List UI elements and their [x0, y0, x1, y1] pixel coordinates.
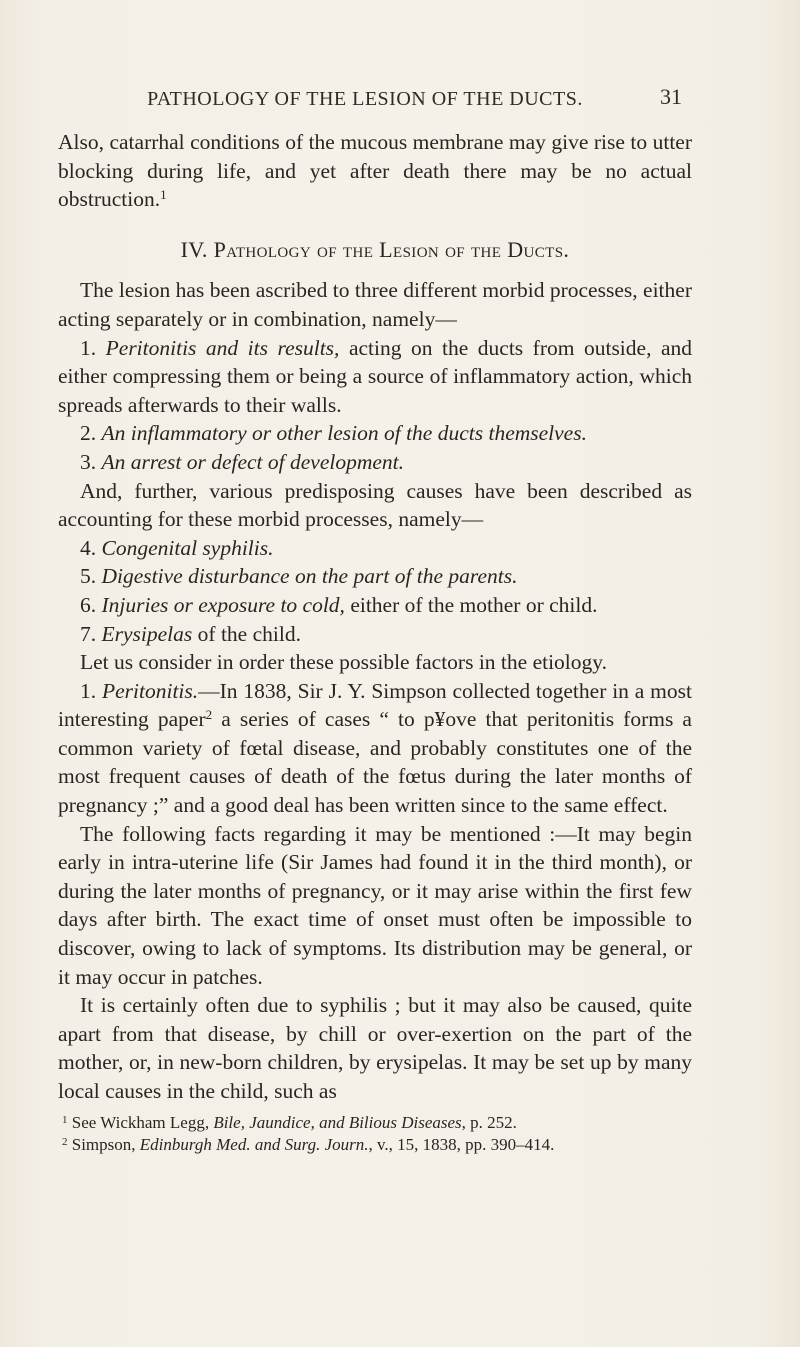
item-title: Peritonitis. — [101, 678, 199, 703]
item-number: 3. — [80, 449, 97, 474]
paragraph-peritonitis — [58, 677, 692, 820]
intro-text: Also, catarrhal conditions of the mucous membrane may give rise to utter blocking during life, and yet after death there may be no actual obstruction. — [58, 130, 692, 212]
item-text: of the child. — [192, 621, 301, 646]
list-item — [58, 620, 692, 649]
paragraph-text: And, further, various predisposing causes have been described as accounting for these morbid processes, namely— — [58, 478, 692, 532]
footnote-text: Simpson, — [67, 1134, 140, 1154]
item-title: Injuries or exposure to cold, — [101, 592, 345, 617]
paragraph-processes-intro — [58, 276, 692, 333]
page-number: 31 — [660, 84, 682, 109]
footnote-text: , p. 252. — [461, 1112, 517, 1132]
list-item — [58, 591, 692, 620]
footnote-title: Bile, Jaundice, and Bilious Diseases — [213, 1112, 462, 1132]
item-number: 2. — [80, 421, 97, 446]
item-title: Peritonitis and its results, — [105, 335, 340, 360]
paragraph-text: a series of cases “ to p¥ove that peritonitis forms a common variety of fœtal disease, and probably constitutes one of the most frequent causes of death of the fœtus during the later months of pregnancy ;” and a good deal has been written since to the same effect. — [58, 707, 692, 818]
paragraph-facts — [58, 820, 692, 992]
item-number: 5. — [80, 564, 97, 589]
paragraph-etiology — [58, 648, 692, 677]
list-item — [58, 334, 692, 420]
body-text — [58, 128, 692, 1156]
footnote-mark: 2 — [62, 1135, 68, 1148]
running-head: PATHOLOGY OF THE LESION OF THE DUCTS. — [147, 88, 583, 110]
paragraph-text: It is certainly often due to syphilis ; but it may also be caused, quite apart from that disease, by chill or over-exertion on the part of the mother, or, in new-born children, by erysipelas. It may be set up by many local causes in the child, such as — [58, 993, 692, 1103]
list-item — [58, 562, 692, 591]
item-number: 1. — [80, 678, 97, 703]
section-title: Pathology of the Lesion of the Ducts. — [213, 236, 570, 262]
item-title: Digestive disturbance on the part of the parents. — [101, 564, 518, 589]
paragraph-text: The following facts regarding it may be mentioned :—It may begin early in intra-uterine life (Sir James had found it in the third month), or during the later months of pregnancy, or it may arise within the first few days after birth. The exact time of onset must often be impossible to discover, owing to lack of symptoms. Its distribution may be general, or it may occur in patches. — [58, 821, 692, 989]
item-title: An arrest or defect of development. — [101, 449, 405, 474]
item-title: An inflammatory or other lesion of the ducts themselves. — [101, 421, 587, 446]
paragraph-causes-detail — [58, 991, 692, 1105]
paragraph-causes-intro — [58, 477, 692, 534]
footnote-text: See Wickham Legg, — [67, 1112, 214, 1132]
paragraph-text: The lesion has been ascribed to three different morbid processes, either acting separately or in combination, namely— — [58, 278, 692, 331]
list-item — [58, 534, 692, 563]
footnote-ref-1: 1 — [160, 187, 167, 203]
footnote-title: Edinburgh Med. and Surg. Journ. — [139, 1134, 369, 1154]
item-text: acting on the ducts from outside, and either compressing them or being a source of inflammatory action, which spreads afterwards to their walls. — [58, 335, 693, 417]
footnote-mark: 1 — [62, 1113, 68, 1126]
list-item — [58, 419, 692, 448]
item-number: 1. — [80, 335, 97, 360]
intro-paragraph — [58, 128, 692, 214]
footnote-text: , v., 15, 1838, pp. 390–414. — [368, 1134, 555, 1154]
list-item — [58, 448, 692, 477]
footnote — [62, 1134, 692, 1156]
item-text: either of the mother or child. — [344, 592, 598, 617]
footnotes — [58, 1112, 692, 1156]
item-title: Congenital syphilis. — [101, 535, 274, 560]
paragraph-text: Let us consider in order these possible factors in the etiology. — [80, 650, 608, 675]
item-number: 4. — [80, 535, 97, 560]
section-heading — [58, 236, 692, 265]
section-numeral: IV. — [180, 236, 208, 262]
page-header — [0, 84, 800, 114]
item-number: 7. — [80, 621, 97, 646]
item-number: 6. — [80, 592, 97, 617]
item-title: Erysipelas — [101, 621, 193, 646]
paragraph-text: —In 1838, Sir J. Y. Simpson collected together in a most interesting paper — [58, 678, 692, 732]
footnote — [62, 1112, 692, 1134]
footnote-ref-2: 2 — [205, 707, 213, 723]
